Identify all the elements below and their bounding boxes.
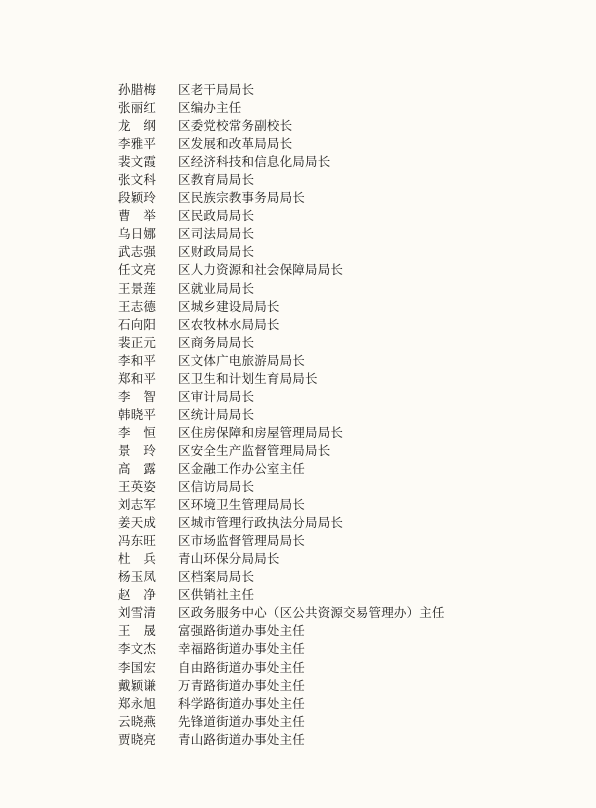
position-title: 先锋道街道办事处主任 (178, 713, 306, 729)
position-title: 青山路街道办事处主任 (178, 731, 306, 747)
person-name: 孙腊梅 (118, 82, 157, 97)
position-title: 区档案局局长 (178, 569, 255, 585)
list-item (118, 261, 578, 279)
personnel-list (118, 81, 578, 749)
position-title: 区经济科技和信息化局局长 (178, 154, 331, 170)
list-item (118, 496, 578, 514)
position-title: 区供销社主任 (178, 587, 255, 603)
list-item (118, 640, 578, 658)
person-name: 武志强 (118, 244, 157, 260)
list-item (118, 532, 578, 550)
position-title: 区审计局局长 (178, 388, 255, 404)
list-item (118, 225, 578, 243)
list-item (118, 153, 578, 171)
list-item (118, 207, 578, 225)
list-item (118, 189, 578, 207)
list-item (118, 604, 578, 622)
person-name: 戴颖谦 (118, 677, 157, 693)
position-title: 区农牧林水局局长 (178, 316, 280, 332)
position-title: 区老干局局长 (178, 82, 255, 97)
list-item (118, 713, 578, 731)
position-title: 区政务服务中心（区公共资源交易管理办）主任 (178, 605, 445, 621)
person-name: 韩晓平 (118, 406, 157, 422)
position-title: 自由路街道办事处主任 (178, 659, 306, 675)
list-item (118, 731, 578, 749)
list-item (118, 370, 578, 388)
position-title: 区就业局局长 (178, 280, 255, 296)
person-name: 王景莲 (118, 280, 157, 296)
person-name: 张丽红 (118, 100, 157, 116)
list-item (118, 460, 578, 478)
position-title: 区卫生和计划生育局局长 (178, 370, 318, 386)
position-title: 区财政局局长 (178, 244, 255, 260)
person-name: 云晓燕 (118, 713, 157, 729)
person-name: 郑和平 (118, 370, 157, 386)
person-name: 段颖玲 (118, 190, 157, 206)
person-name: 李 恒 (118, 424, 157, 440)
position-title: 区商务局局长 (178, 334, 255, 350)
list-item (118, 81, 578, 99)
list-item (118, 478, 578, 496)
list-item (118, 117, 578, 135)
position-title: 区文体广电旅游局局长 (178, 352, 306, 368)
list-item (118, 550, 578, 568)
list-item (118, 622, 578, 640)
list-item (118, 243, 578, 261)
person-name: 杜 兵 (118, 551, 157, 567)
person-name: 李和平 (118, 352, 157, 368)
position-title: 区民政局局长 (178, 208, 255, 224)
list-item (118, 406, 578, 424)
position-title: 万青路街道办事处主任 (178, 677, 306, 693)
position-title: 区人力资源和社会保障局局长 (178, 262, 344, 278)
person-name: 曹 举 (118, 208, 157, 224)
person-name: 张文科 (118, 172, 157, 188)
person-name: 李 智 (118, 388, 157, 404)
position-title: 幸福路街道办事处主任 (178, 641, 306, 657)
person-name: 王志德 (118, 298, 157, 314)
position-title: 区金融工作办公室主任 (178, 460, 306, 476)
list-item (118, 298, 578, 316)
person-name: 裴正元 (118, 334, 157, 350)
list-item (118, 388, 578, 406)
list-item (118, 695, 578, 713)
list-item (118, 280, 578, 298)
position-title: 青山环保分局局长 (178, 551, 280, 567)
list-item (118, 677, 578, 695)
position-title: 区编办主任 (178, 100, 242, 116)
person-name: 冯东旺 (118, 533, 157, 549)
person-name: 贾晓亮 (118, 731, 157, 747)
position-title: 科学路街道办事处主任 (178, 695, 306, 711)
list-item (118, 442, 578, 460)
position-title: 区教育局局长 (178, 172, 255, 188)
position-title: 区司法局局长 (178, 226, 255, 242)
person-name: 裴文霞 (118, 154, 157, 170)
position-title: 区委党校常务副校长 (178, 118, 293, 134)
person-name: 姜天成 (118, 515, 157, 531)
person-name: 景 玲 (118, 442, 157, 458)
person-name: 龙 纲 (118, 118, 157, 134)
person-name: 王英姿 (118, 479, 157, 495)
position-title: 区城乡建设局局长 (178, 298, 280, 314)
position-title: 区住房保障和房屋管理局局长 (178, 424, 344, 440)
list-item (118, 424, 578, 442)
person-name: 石向阳 (118, 316, 157, 332)
position-title: 富强路街道办事处主任 (178, 623, 306, 639)
list-item (118, 171, 578, 189)
person-name: 郑永旭 (118, 695, 157, 711)
list-item (118, 568, 578, 586)
person-name: 杨玉凤 (118, 569, 157, 585)
person-name: 李文杰 (118, 641, 157, 657)
person-name: 李国宏 (118, 659, 157, 675)
list-item (118, 99, 578, 117)
position-title: 区民族宗教事务局局长 (178, 190, 306, 206)
position-title: 区环境卫生管理局局长 (178, 497, 306, 513)
list-item (118, 316, 578, 334)
position-title: 区安全生产监督管理局局长 (178, 442, 331, 458)
position-title: 区城市管理行政执法分局局长 (178, 515, 344, 531)
person-name: 刘志军 (118, 497, 157, 513)
person-name: 赵 净 (118, 587, 157, 603)
person-name: 王 晟 (118, 623, 157, 639)
list-item (118, 135, 578, 153)
position-title: 区发展和改革局局长 (178, 136, 293, 152)
position-title: 区市场监督管理局局长 (178, 533, 306, 549)
person-name: 任文亮 (118, 262, 157, 278)
person-name: 刘雪清 (118, 605, 157, 621)
list-item (118, 334, 578, 352)
list-item (118, 586, 578, 604)
person-name: 乌日娜 (118, 226, 157, 242)
position-title: 区统计局局长 (178, 406, 255, 422)
list-item (118, 514, 578, 532)
position-title: 区信访局局长 (178, 479, 255, 495)
list-item (118, 352, 578, 370)
list-item (118, 659, 578, 677)
person-name: 高 露 (118, 460, 157, 476)
person-name: 李雅平 (118, 136, 157, 152)
